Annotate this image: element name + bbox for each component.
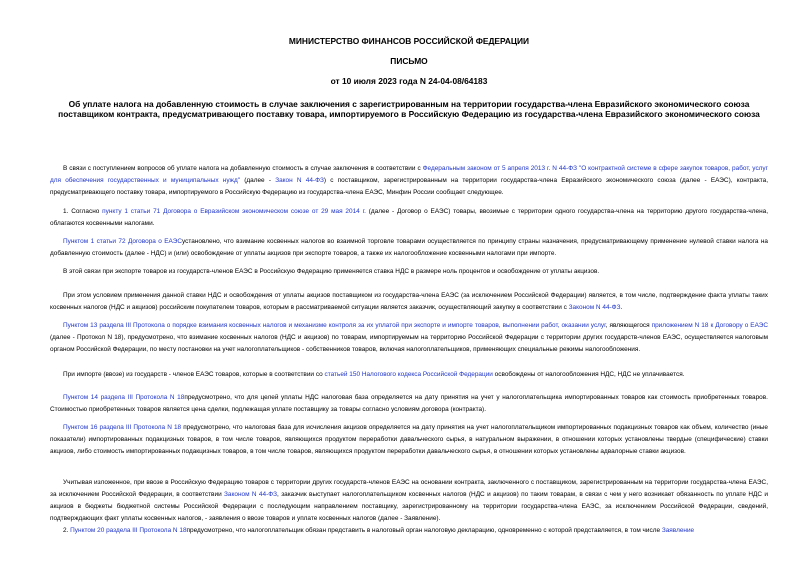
paragraph-5	[50, 320, 768, 356]
link-eaeu-treaty-art71[interactable]: пункту 1 статьи 71 Договора о Евразийском экономическом союзе от 29 мая 2014 г.	[102, 208, 366, 215]
paragraph-10	[50, 525, 768, 537]
paragraph-text: В этой связи при экспорте товаров из государств-членов ЕАЭС в Российскую Федерацию применяется ставка НДС в размере ноль процентов и освобождение от уплаты акцизов.	[63, 268, 600, 275]
paragraph-text: Учитывая изложенное, при ввозе в Российскую Федерацию товаров с территории других государств-членов ЕАЭС на основании контракта, заключенного с поставщиком, зарегистрированным на территории государства-члена ЕАЭС, за исключением Российской Федерации, в соответствии	[50, 479, 768, 498]
link-statement[interactable]: Заявление	[661, 527, 695, 534]
link-tax-code-art150[interactable]: статьей 150 Налогового кодекса Российской Федерации	[324, 371, 493, 378]
link-eaeu-treaty-art72[interactable]: Пунктом 1 статьи 72 Договора о ЕАЭС	[63, 238, 182, 245]
link-protocol-section3-item13[interactable]: Пунктом 13 раздела III Протокола о порядке взимания косвенных налогов и механизме контроля за их уплатой при экспорте и импорте товаров, выполнении работ, оказании услуг	[63, 322, 606, 329]
paragraph-text: В связи с поступлением вопросов об уплате налога на добавленную стоимость в случае заключения в соответствии с	[63, 165, 423, 172]
paragraph-8	[50, 422, 768, 458]
letter-heading: ПИСЬМО	[390, 56, 428, 66]
paragraph-6	[50, 369, 768, 381]
paragraph-text: 1. Согласно	[63, 208, 103, 215]
paragraph-4	[50, 290, 768, 314]
link-federal-law-44[interactable]: Федеральным законом от 5 апреля 2013 г. N 44-ФЗ "О контрактной системе в сфере закупок товаров, работ, услуг для обеспечения государственных и муниципальных нужд"	[50, 165, 768, 184]
paragraph-text: 2.	[63, 527, 71, 534]
paragraph-text: установлено, что взимание косвенных налогов во взаимной торговле товарами осуществляется по принципу страны назначения, предусматривающему применение нулевой ставки налога на добавленную стоимость (далее - НДС) и (или) освобождение от уплаты акцизов при экспорте товаров, а также их налогообложение косвенными налогами при импорте.	[50, 238, 769, 257]
paragraph-text: .	[620, 303, 623, 311]
link-law-44[interactable]: Законом N 44-ФЗ	[224, 490, 278, 498]
letter-subject: Об уплате налога на добавленную стоимость в случае заключения с зарегистрированным на территории государства-члена Евразийского экономического союза поставщиком контракта, предусматривающего поставку товара, импортируемого в Российскую Федерацию из государства-члена Евразийского экономического союза	[58, 99, 760, 120]
paragraph-text: предусмотрено, что налогоплательщик обязан представить в налоговый орган налоговую декларацию, одновременно с которой представляется, в том числе	[186, 527, 662, 534]
paragraph-intro	[50, 163, 768, 199]
ministry-heading: МИНИСТЕРСТВО ФИНАНСОВ РОССИЙСКОЙ ФЕДЕРАЦИИ	[288, 36, 530, 46]
paragraph-text: предусмотрено, что для целей уплаты НДС налоговая база определяется на дату принятия на учет у налогоплательщика импортированных товаров как стоимость приобретенных товаров. Стоимостью приобретенных товаров является цена сделки, подлежащая уплате поставщику за товары согласно условиям договора (контракта).	[50, 394, 768, 413]
paragraph-9	[50, 477, 768, 525]
letter-date: от 10 июля 2023 года N 24-04-08/64183	[330, 76, 488, 86]
link-annex-18[interactable]: приложением N 18 к Договору о ЕАЭС	[651, 322, 768, 329]
link-law-44[interactable]: Закон N 44-ФЗ	[275, 176, 324, 184]
paragraph-text: (далее - Договор о ЕАЭС) товары, ввозимые с территории одного государства-члена на территорию другого государства-члена, облагаются косвенными налогами.	[50, 208, 768, 227]
link-law-44[interactable]: Законом N 44-ФЗ	[568, 303, 621, 311]
paragraph-text: ) с поставщиком, зарегистрированным на территории государства-члена Евразийского экономического союза (далее - ЕАЭС), контракта, предусматривающего поставку товара, импортируемого в Российскую Федерацию из государства-члена ЕАЭС, Минфин России сообщает следующее.	[50, 176, 768, 196]
link-protocol-item14[interactable]: Пунктом 14 раздела III Протокола N 18	[63, 394, 185, 401]
paragraph-7	[50, 392, 768, 416]
paragraph-2	[50, 236, 768, 260]
paragraph-3	[50, 266, 768, 278]
link-protocol-item20[interactable]: Пунктом 20 раздела III Протокола N 18	[70, 527, 187, 534]
paragraph-text: (далее -	[240, 176, 276, 184]
link-protocol-item16[interactable]: Пунктом 16 раздела III Протокола N 18	[63, 424, 182, 431]
paragraph-text: При этом условием применения данной ставки НДС и освобождения от уплаты акцизов поставщиком из государства-члена ЕАЭС (за исключением Российской Федерации) является, в том числе, подтверждение факта уплаты таких косвенных налогов (НДС и акцизов) российским покупателем товаров, которым в рассматриваемой ситуации является заказчик, осуществляющий закупку в соответствии с	[50, 292, 768, 311]
paragraph-text: (далее - Протокол N 18), предусмотрено, что взимание косвенных налогов (НДС и акцизов) по товарам, импортируемым на территорию Российской Федерации с территории других государств-членов ЕАЭС, осуществляется налоговым органом Российской Федерации, по месту постановки на учет налогоплательщиков - собственников товаров, включая налогоплательщиков, применяющих специальные режимы налогообложения.	[50, 333, 768, 353]
paragraph-text: , являющегося	[605, 322, 652, 329]
paragraph-text: При импорте (ввозе) из государств - членов ЕАЭС товаров, которые в соответствии со	[63, 371, 325, 378]
paragraph-text: предусмотрено, что налоговая база для исчисления акцизов определяется на дату принятия на учет налогоплательщиком импортированных подакцизных товаров как объем, количество (иные показатели) импортированных подакцизных товаров, в том числе товаров, являющихся продуктом переработки давальческого сырья, в натуральном выражении, в отношении которых установлены твердые (специфические) ставки акцизов, либо стоимость импортированных подакцизных товаров, в том числе товаров, являющихся продуктом переработки давальческого сырья, в отношении которых установлены адвалорные ставки акцизов.	[50, 424, 768, 455]
paragraph-1	[50, 206, 768, 230]
paragraph-text: освобождены от налогообложения НДС, НДС не уплачивается.	[492, 371, 685, 378]
paragraph-text: , заказчик выступает налогоплательщиком косвенных налогов (НДС и акцизов) по таким товарам, в связи с чем у него возникает обязанность по уплате НДС и акцизов в бюджеты бюджетной системы Российской Федерации с последующим направлением поставщику, зарегистрированному на территории государства-члена ЕАЭС, за исключением Российской Федерации, сведений, подтверждающих факт уплаты косвенных налогов, - заявления о ввозе товаров и уплате косвенных налогов (далее - Заявление).	[50, 490, 768, 522]
